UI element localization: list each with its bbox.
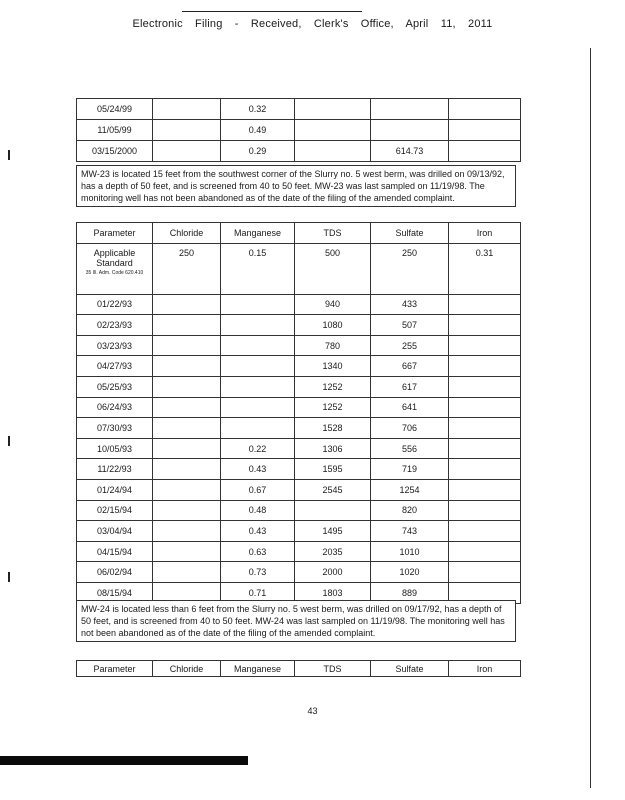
cell-manganese: 0.22 (221, 438, 295, 459)
cell-tds: 2035 (295, 541, 371, 562)
cell-sulfate: 719 (371, 459, 449, 480)
cell-sulfate (371, 120, 449, 141)
cell-manganese: 0.71 (221, 582, 295, 603)
cell-tds (295, 141, 371, 162)
cell-date: 02/15/94 (77, 500, 153, 521)
cell-manganese: 0.49 (221, 120, 295, 141)
cell-sulfate: 556 (371, 438, 449, 459)
cell-iron (449, 397, 521, 418)
cell-manganese: 0.48 (221, 500, 295, 521)
standard-manganese: 0.15 (221, 243, 295, 294)
cell-manganese (221, 294, 295, 315)
cell-date: 03/04/94 (77, 521, 153, 542)
col-header-manganese: Manganese (221, 661, 295, 677)
table-row (77, 500, 521, 521)
table-row (77, 521, 521, 542)
cell-iron (449, 562, 521, 583)
cell-iron (449, 418, 521, 439)
col-header-parameter: Parameter (77, 223, 153, 244)
cell-sulfate (371, 99, 449, 120)
table-row (77, 418, 521, 439)
cell-date: 11/05/99 (77, 120, 153, 141)
mw24-table (76, 660, 521, 677)
table-row (77, 356, 521, 377)
cell-tds: 1528 (295, 418, 371, 439)
cell-chloride (153, 438, 221, 459)
cell-tds: 940 (295, 294, 371, 315)
cell-chloride (153, 459, 221, 480)
cell-date: 01/24/94 (77, 479, 153, 500)
cell-chloride (153, 120, 221, 141)
table-row (77, 479, 521, 500)
cell-tds: 1252 (295, 397, 371, 418)
cell-date: 08/15/94 (77, 582, 153, 603)
cell-date: 06/02/94 (77, 562, 153, 583)
table-row (77, 397, 521, 418)
cell-tds: 1340 (295, 356, 371, 377)
cell-iron (449, 500, 521, 521)
cell-tds: 2545 (295, 479, 371, 500)
cell-iron (449, 99, 521, 120)
cell-date: 02/23/93 (77, 315, 153, 336)
column-header-row (77, 223, 521, 244)
table-row (77, 335, 521, 356)
cell-date: 01/22/93 (77, 294, 153, 315)
cell-sulfate: 667 (371, 356, 449, 377)
table-row (77, 541, 521, 562)
cell-tds: 2000 (295, 562, 371, 583)
cell-date: 05/25/93 (77, 376, 153, 397)
page-number: 43 (307, 706, 318, 716)
col-header-tds: TDS (295, 661, 371, 677)
cell-chloride (153, 562, 221, 583)
left-margin-mark (8, 150, 10, 160)
cell-chloride (153, 500, 221, 521)
cell-date: 03/23/93 (77, 335, 153, 356)
top-rule (182, 11, 362, 12)
applicable-standard-row (77, 243, 521, 294)
cell-iron (449, 120, 521, 141)
cell-chloride (153, 356, 221, 377)
table-row (77, 99, 521, 120)
cell-manganese: 0.43 (221, 521, 295, 542)
standard-sulfate: 250 (371, 243, 449, 294)
cell-manganese: 0.32 (221, 99, 295, 120)
cell-tds (295, 500, 371, 521)
cell-chloride (153, 141, 221, 162)
mw23-description: MW-23 is located 15 feet from the southwest corner of the Slurry no. 5 west berm, was drilled on 09/13/92, has a depth of 50 feet, and is screened from 40 to 50 feet. MW-23 was last sampled on 11/19/98. The monitoring well has not been abandoned as of the date of the filing of the amended complaint. (76, 165, 516, 207)
cell-iron (449, 315, 521, 336)
cell-iron (449, 335, 521, 356)
col-header-sulfate: Sulfate (371, 223, 449, 244)
standard-label-cell (77, 243, 153, 294)
table-row (77, 459, 521, 480)
cell-tds (295, 120, 371, 141)
cell-chloride (153, 418, 221, 439)
standard-tds: 500 (295, 243, 371, 294)
cell-iron (449, 521, 521, 542)
cell-tds: 1080 (295, 315, 371, 336)
top-table-body (77, 99, 521, 162)
cell-iron (449, 356, 521, 377)
left-margin-mark (8, 572, 10, 582)
standard-chloride: 250 (153, 243, 221, 294)
filing-header: Electronic Filing - Received, Clerk's Office, April 11, 2011 (132, 18, 493, 30)
cell-date: 11/22/93 (77, 459, 153, 480)
cell-sulfate: 255 (371, 335, 449, 356)
col-header-chloride: Chloride (153, 223, 221, 244)
cell-sulfate: 614.73 (371, 141, 449, 162)
cell-sulfate: 507 (371, 315, 449, 336)
cell-chloride (153, 315, 221, 336)
cell-tds: 1306 (295, 438, 371, 459)
cell-iron (449, 376, 521, 397)
cell-manganese (221, 418, 295, 439)
table-row (77, 141, 521, 162)
standard-label: Applicable Standard (93, 247, 136, 268)
col-header-manganese: Manganese (221, 223, 295, 244)
cell-manganese (221, 356, 295, 377)
cell-manganese: 0.67 (221, 479, 295, 500)
cell-tds: 1495 (295, 521, 371, 542)
cell-date: 03/15/2000 (77, 141, 153, 162)
scan-bar (0, 756, 248, 765)
mw22-table-continuation (76, 98, 521, 162)
cell-manganese (221, 376, 295, 397)
mw24-column-header-row (77, 661, 521, 677)
left-margin-mark (8, 436, 10, 446)
cell-iron (449, 459, 521, 480)
cell-chloride (153, 294, 221, 315)
cell-sulfate: 1010 (371, 541, 449, 562)
cell-chloride (153, 376, 221, 397)
cell-date: 06/24/93 (77, 397, 153, 418)
cell-manganese: 0.63 (221, 541, 295, 562)
col-header-iron: Iron (449, 661, 521, 677)
cell-date: 07/30/93 (77, 418, 153, 439)
table-row (77, 294, 521, 315)
cell-tds: 1595 (295, 459, 371, 480)
col-header-parameter: Parameter (77, 661, 153, 677)
table-row (77, 562, 521, 583)
col-header-tds: TDS (295, 223, 371, 244)
cell-manganese: 0.73 (221, 562, 295, 583)
cell-sulfate: 433 (371, 294, 449, 315)
mw24-description: MW-24 is located less than 6 feet from the Slurry no. 5 west berm, was drilled on 09/17/92, has a depth of 50 feet, and is screened from 40 to 50 feet. MW-24 was last sampled on 11/19/98. The monitoring well has not been abandoned as of the date of the filing of the amended complaint. (76, 600, 516, 642)
col-header-iron: Iron (449, 223, 521, 244)
cell-manganese (221, 397, 295, 418)
cell-iron (449, 141, 521, 162)
cell-manganese: 0.29 (221, 141, 295, 162)
cell-sulfate: 820 (371, 500, 449, 521)
standard-iron: 0.31 (449, 243, 521, 294)
cell-chloride (153, 397, 221, 418)
cell-date: 04/27/93 (77, 356, 153, 377)
cell-chloride (153, 335, 221, 356)
cell-iron (449, 479, 521, 500)
cell-manganese (221, 335, 295, 356)
right-margin-rule (590, 48, 591, 788)
cell-tds: 1803 (295, 582, 371, 603)
cell-date: 04/15/94 (77, 541, 153, 562)
cell-chloride (153, 521, 221, 542)
cell-tds (295, 99, 371, 120)
cell-chloride (153, 99, 221, 120)
cell-iron (449, 438, 521, 459)
cell-sulfate: 641 (371, 397, 449, 418)
cell-iron (449, 541, 521, 562)
table-row (77, 376, 521, 397)
cell-iron (449, 294, 521, 315)
cell-sulfate: 1020 (371, 562, 449, 583)
cell-date: 05/24/99 (77, 99, 153, 120)
cell-manganese: 0.43 (221, 459, 295, 480)
table-row (77, 438, 521, 459)
cell-sulfate: 889 (371, 582, 449, 603)
standard-note: 35 Ill. Adm. Code 620.410 (85, 269, 144, 276)
cell-sulfate: 1254 (371, 479, 449, 500)
cell-manganese (221, 315, 295, 336)
table-row (77, 315, 521, 336)
cell-tds: 780 (295, 335, 371, 356)
col-header-chloride: Chloride (153, 661, 221, 677)
cell-sulfate: 617 (371, 376, 449, 397)
col-header-sulfate: Sulfate (371, 661, 449, 677)
cell-sulfate: 706 (371, 418, 449, 439)
table-row (77, 120, 521, 141)
mw23-table (76, 222, 521, 604)
mw23-table-body (77, 294, 521, 603)
cell-chloride (153, 479, 221, 500)
cell-chloride (153, 541, 221, 562)
cell-tds: 1252 (295, 376, 371, 397)
cell-date: 10/05/93 (77, 438, 153, 459)
cell-sulfate: 743 (371, 521, 449, 542)
